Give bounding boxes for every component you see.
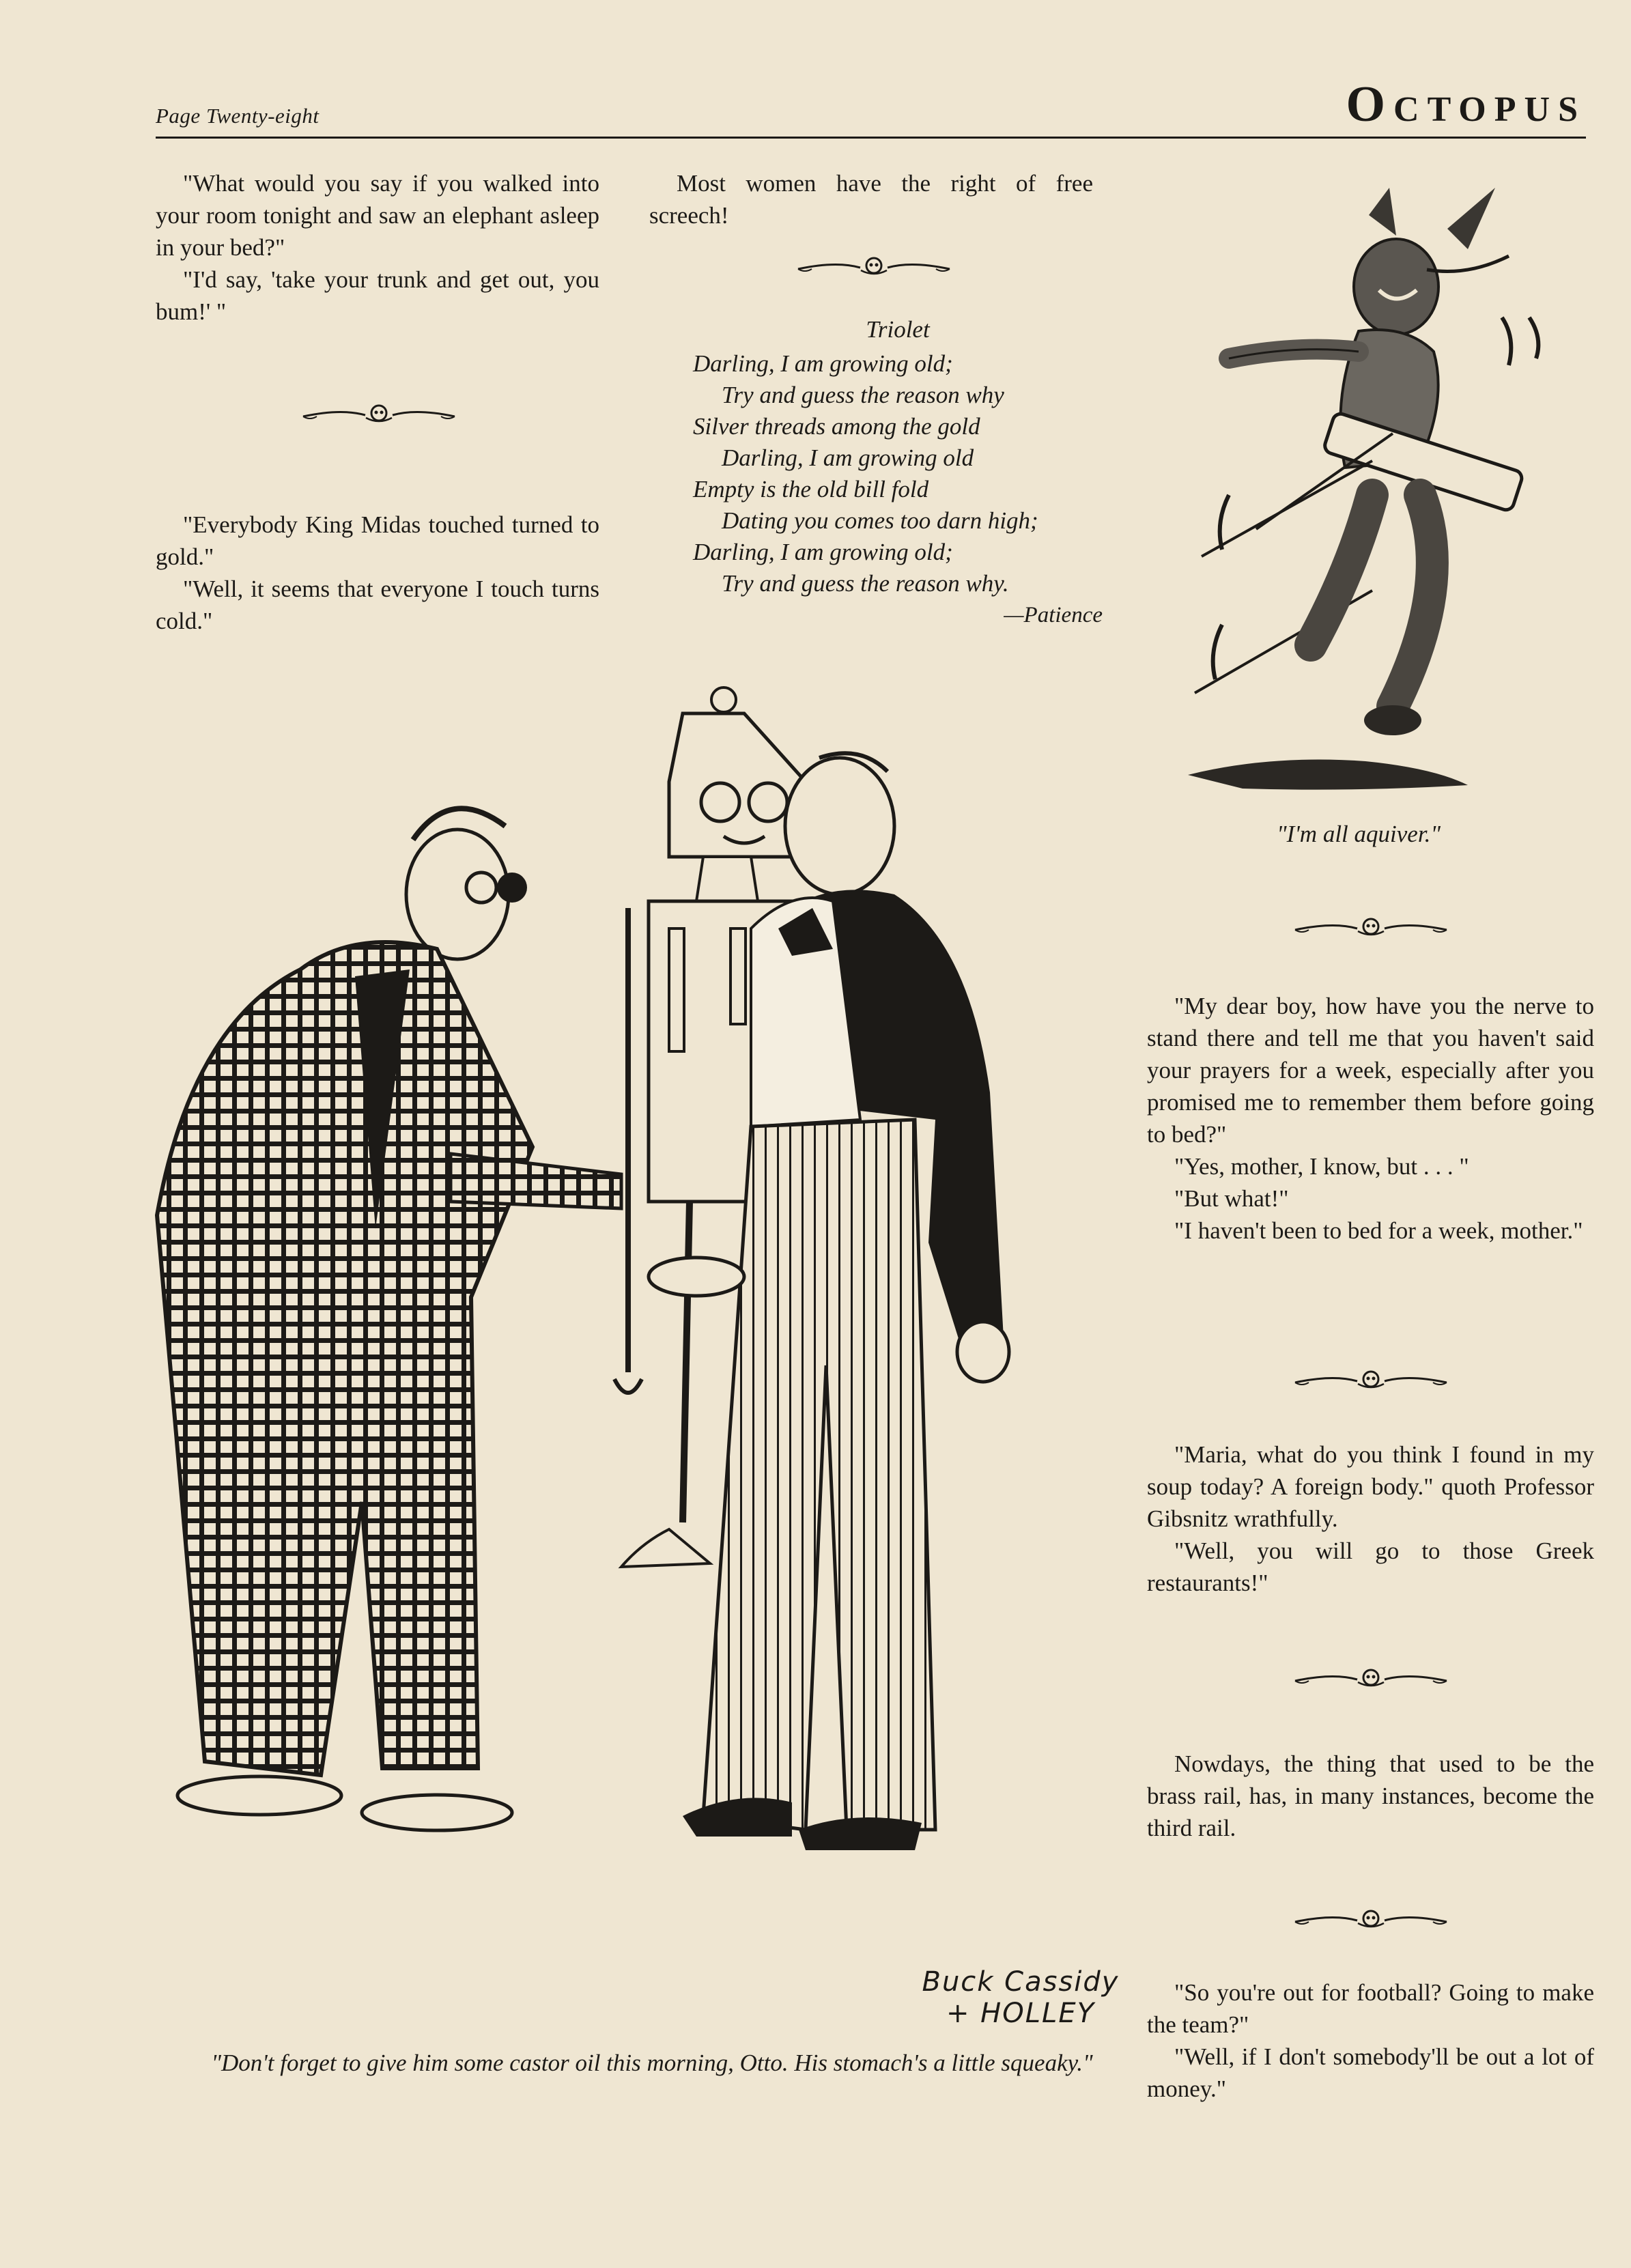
ornament-divider [1292, 915, 1449, 939]
joke-line: "Well, if I don't somebody'll be out a lot of money." [1147, 2043, 1594, 2102]
ornament-divider [795, 254, 952, 279]
joke-line: "I haven't been to bed for a week, mother." [1174, 1217, 1583, 1244]
cartoon-signature [911, 1966, 1130, 2029]
magazine-title: Octopus [1346, 76, 1586, 132]
joke-line: "My dear boy, how have you the nerve to stand there and tell me that you haven't said your prayers for a week, especially after you promised me to remember them before going to bed?" [1147, 993, 1594, 1148]
cartoon-robot-illustration [150, 683, 1133, 2014]
poem-line: Darling, I am growing old; [693, 350, 953, 377]
poem-line: Empty is the old bill fold [693, 476, 929, 502]
ornament-divider [1292, 1907, 1449, 1931]
cartoon-caption: "Don't forget to give him some castor oil this morning, Otto. His stomach's a little squeaky." [211, 2050, 1093, 2076]
joke-line: "Maria, what do you think I found in my soup today? A foreign body." quoth Professor Gibsnitz wrathfully. [1147, 1441, 1594, 1532]
joke-midas [156, 509, 599, 637]
ornament-divider [300, 401, 457, 426]
page-number: Page Twenty-eight [156, 104, 320, 128]
poem-line: Try and guess the reason why. [722, 570, 1009, 597]
joke-prayers [1147, 990, 1594, 1247]
poem-line: Darling, I am growing old; [693, 539, 953, 565]
poem-line: Silver threads among the gold [693, 413, 980, 440]
joke-line: "So you're out for football? Going to make the team?" [1147, 1979, 1594, 2038]
joke-line: "What would you say if you walked into your room tonight and saw an elephant asleep in your bed?" [156, 170, 599, 261]
joke-line: "Yes, mother, I know, but . . . " [1174, 1153, 1469, 1180]
quip-screech [649, 167, 1093, 231]
joke-line: "Everybody King Midas touched turned to gold." [156, 511, 599, 570]
illustration-indian-dancer [1147, 174, 1570, 816]
page-header [156, 75, 1586, 139]
joke-football [1147, 1976, 1594, 2105]
poem-line: Darling, I am growing old [722, 444, 974, 471]
ornament-divider [1292, 1367, 1449, 1392]
joke-brass-rail [1147, 1748, 1594, 1844]
signature-top: Buck Cassidy [922, 1966, 1120, 1998]
indian-caption: "I'm all aquiver." [1276, 821, 1441, 847]
ornament-divider [1292, 1666, 1449, 1690]
quip-text: Most women have the right of free screech! [649, 170, 1093, 229]
poem-title: Triolet [866, 316, 930, 343]
poem-triolet [693, 314, 1103, 631]
poem-attribution: —Patience [1004, 603, 1103, 627]
joke-soup [1147, 1438, 1594, 1599]
joke-line: Nowdays, the thing that used to be the brass rail, has, in many instances, become the third rail. [1147, 1750, 1594, 1841]
joke-elephant [156, 167, 599, 328]
signature-bottom: + HOLLEY [946, 1998, 1096, 2029]
poem-line: Try and guess the reason why [722, 382, 1004, 408]
joke-line: "Well, it seems that everyone I touch turns cold." [156, 576, 599, 634]
poem-line: Dating you comes too darn high; [722, 507, 1038, 534]
joke-line: "I'd say, 'take your trunk and get out, you bum!' " [156, 266, 599, 325]
joke-line: "But what!" [1174, 1185, 1289, 1212]
joke-line: "Well, you will go to those Greek restaurants!" [1147, 1537, 1594, 1596]
